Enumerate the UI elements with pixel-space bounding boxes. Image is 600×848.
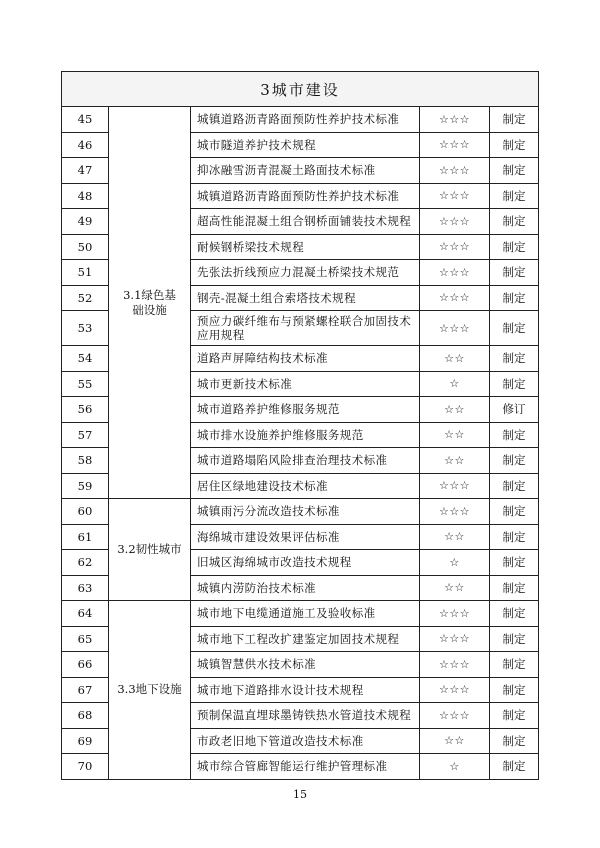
- priority-stars: ☆☆: [420, 524, 490, 550]
- standard-name: 城镇智慧供水技术标准: [191, 652, 420, 678]
- status-cell: 制定: [490, 346, 539, 372]
- standard-name: 城镇雨污分流改造技术标准: [191, 499, 420, 525]
- category-cell: 3.3地下设施: [109, 601, 191, 780]
- row-number: 47: [62, 158, 109, 184]
- priority-stars: ☆: [420, 550, 490, 576]
- standard-name: 钢壳-混凝土组合索塔技术规程: [191, 285, 420, 311]
- priority-stars: ☆☆: [420, 346, 490, 372]
- category-cell: 3.1绿色基础设施: [109, 107, 191, 499]
- row-number: 67: [62, 677, 109, 703]
- priority-stars: ☆: [420, 754, 490, 780]
- status-cell: 制定: [490, 626, 539, 652]
- status-cell: 制定: [490, 499, 539, 525]
- status-cell: 制定: [490, 448, 539, 474]
- priority-stars: ☆☆☆: [420, 601, 490, 627]
- row-number: 51: [62, 260, 109, 286]
- standard-name: 居住区绿地建设技术标准: [191, 473, 420, 499]
- standard-name: 道路声屏障结构技术标准: [191, 346, 420, 372]
- priority-stars: ☆☆: [420, 728, 490, 754]
- standard-name: 预应力碳纤维布与预紧螺栓联合加固技术应用规程: [191, 311, 420, 346]
- row-number: 46: [62, 132, 109, 158]
- standard-name: 城市道路塌陷风险排查治理技术标准: [191, 448, 420, 474]
- standard-name: 城市地下电缆通道施工及验收标准: [191, 601, 420, 627]
- priority-stars: ☆☆☆: [420, 703, 490, 729]
- table-row: [62, 499, 539, 525]
- priority-stars: ☆☆: [420, 422, 490, 448]
- row-number: 49: [62, 209, 109, 235]
- priority-stars: ☆☆☆: [420, 285, 490, 311]
- row-number: 59: [62, 473, 109, 499]
- status-cell: 制定: [490, 209, 539, 235]
- standard-name: 城市地下工程改扩建鉴定加固技术规程: [191, 626, 420, 652]
- row-number: 69: [62, 728, 109, 754]
- category-cell: 3.2韧性城市: [109, 499, 191, 601]
- row-number: 70: [62, 754, 109, 780]
- priority-stars: ☆☆: [420, 397, 490, 423]
- status-cell: 制定: [490, 132, 539, 158]
- standards-table: [61, 71, 539, 780]
- standard-name: 市政老旧地下管道改造技术标准: [191, 728, 420, 754]
- status-cell: 制定: [490, 107, 539, 133]
- standard-name: 城镇道路沥青路面预防性养护技术标准: [191, 107, 420, 133]
- row-number: 55: [62, 371, 109, 397]
- row-number: 65: [62, 626, 109, 652]
- status-cell: 制定: [490, 158, 539, 184]
- priority-stars: ☆☆☆: [420, 626, 490, 652]
- row-number: 61: [62, 524, 109, 550]
- page-number: 15: [293, 788, 307, 801]
- priority-stars: ☆☆☆: [420, 311, 490, 346]
- standard-name: 城市更新技术标准: [191, 371, 420, 397]
- status-cell: 制定: [490, 311, 539, 346]
- row-number: 62: [62, 550, 109, 576]
- priority-stars: ☆☆: [420, 448, 490, 474]
- standard-name: 城市综合管廊智能运行维护管理标准: [191, 754, 420, 780]
- row-number: 50: [62, 234, 109, 260]
- standard-name: 耐候钢桥梁技术规程: [191, 234, 420, 260]
- priority-stars: ☆☆☆: [420, 499, 490, 525]
- priority-stars: ☆☆☆: [420, 209, 490, 235]
- standard-name: 城市隧道养护技术规程: [191, 132, 420, 158]
- priority-stars: ☆☆☆: [420, 260, 490, 286]
- standard-name: 超高性能混凝土组合钢桥面铺装技术规程: [191, 209, 420, 235]
- priority-stars: ☆☆☆: [420, 234, 490, 260]
- standard-name: 城市地下道路排水设计技术规程: [191, 677, 420, 703]
- table-row: [62, 107, 539, 133]
- priority-stars: ☆☆☆: [420, 158, 490, 184]
- row-number: 63: [62, 575, 109, 601]
- priority-stars: ☆☆☆: [420, 107, 490, 133]
- priority-stars: ☆☆☆: [420, 652, 490, 678]
- standard-name: 海绵城市建设效果评估标准: [191, 524, 420, 550]
- standard-name: 城市道路养护维修服务规范: [191, 397, 420, 423]
- priority-stars: ☆☆☆: [420, 677, 490, 703]
- row-number: 56: [62, 397, 109, 423]
- row-number: 52: [62, 285, 109, 311]
- status-cell: 制定: [490, 183, 539, 209]
- section-header-row: [62, 72, 539, 107]
- status-cell: 制定: [490, 575, 539, 601]
- row-number: 58: [62, 448, 109, 474]
- standard-name: 城市排水设施养护维修服务规范: [191, 422, 420, 448]
- priority-stars: ☆☆☆: [420, 132, 490, 158]
- priority-stars: ☆☆☆: [420, 183, 490, 209]
- standard-name: 旧城区海绵城市改造技术规程: [191, 550, 420, 576]
- status-cell: 制定: [490, 550, 539, 576]
- status-cell: 制定: [490, 703, 539, 729]
- status-cell: 制定: [490, 473, 539, 499]
- status-cell: 制定: [490, 524, 539, 550]
- row-number: 45: [62, 107, 109, 133]
- row-number: 53: [62, 311, 109, 346]
- standards-table-container: [61, 71, 538, 780]
- row-number: 54: [62, 346, 109, 372]
- priority-stars: ☆: [420, 371, 490, 397]
- status-cell: 制定: [490, 601, 539, 627]
- row-number: 66: [62, 652, 109, 678]
- priority-stars: ☆☆☆: [420, 473, 490, 499]
- status-cell: 制定: [490, 371, 539, 397]
- row-number: 68: [62, 703, 109, 729]
- standard-name: 城镇道路沥青路面预防性养护技术标准: [191, 183, 420, 209]
- standard-name: 城镇内涝防治技术标准: [191, 575, 420, 601]
- status-cell: 制定: [490, 652, 539, 678]
- row-number: 60: [62, 499, 109, 525]
- row-number: 64: [62, 601, 109, 627]
- standard-name: 预制保温直埋球墨铸铁热水管道技术规程: [191, 703, 420, 729]
- status-cell: 制定: [490, 754, 539, 780]
- table-row: [62, 601, 539, 627]
- row-number: 57: [62, 422, 109, 448]
- status-cell: 制定: [490, 234, 539, 260]
- row-number: 48: [62, 183, 109, 209]
- status-cell: 修订: [490, 397, 539, 423]
- status-cell: 制定: [490, 728, 539, 754]
- status-cell: 制定: [490, 422, 539, 448]
- status-cell: 制定: [490, 677, 539, 703]
- section-title: 3城市建设: [62, 72, 539, 107]
- standard-name: 先张法折线预应力混凝土桥梁技术规范: [191, 260, 420, 286]
- status-cell: 制定: [490, 285, 539, 311]
- status-cell: 制定: [490, 260, 539, 286]
- standard-name: 抑冰融雪沥青混凝土路面技术标准: [191, 158, 420, 184]
- priority-stars: ☆☆: [420, 575, 490, 601]
